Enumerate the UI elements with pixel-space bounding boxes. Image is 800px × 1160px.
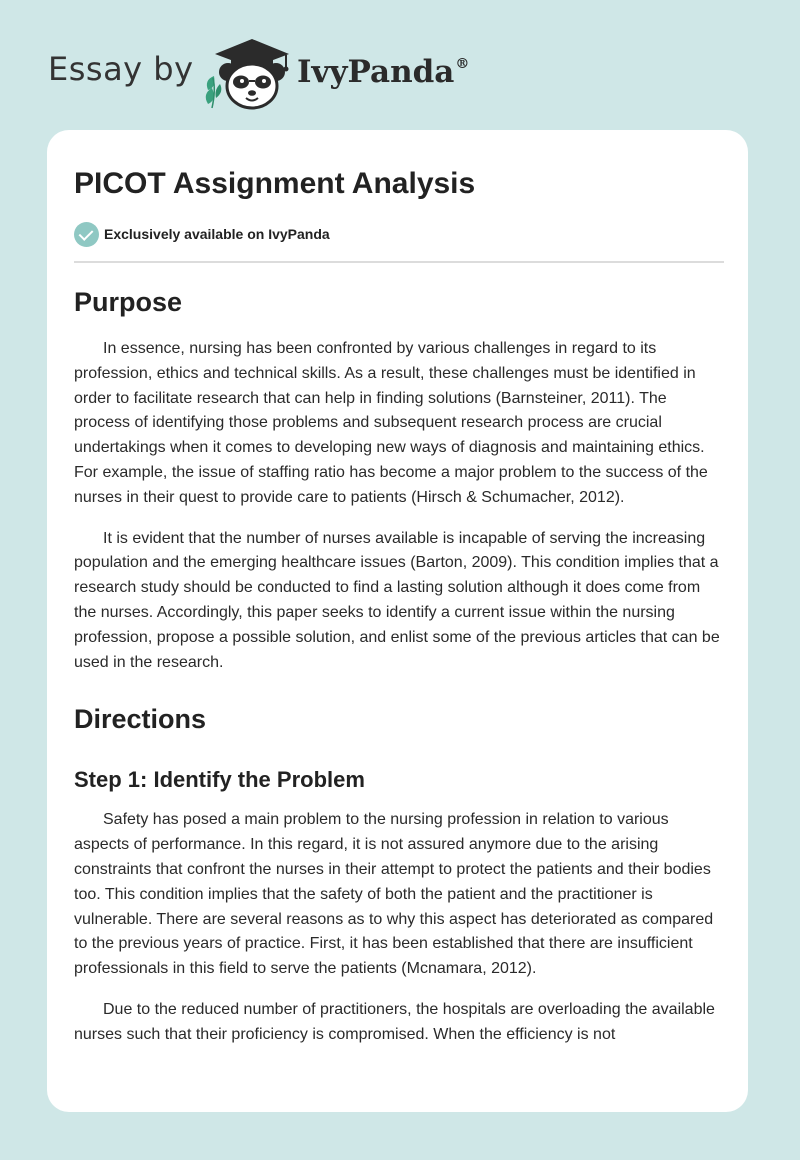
exclusive-badge xyxy=(74,222,330,246)
paragraph: Safety has posed a main problem to the nursing profession in relation to various aspects of performance. In this regard, it is not assured anymore due to the arising constraints that confront the nurses in their attempt to protect the patients and their bodies too. This condition implies that the safety of both the patient and the practitioner is vulnerable. There are several reasons as to why this aspect has deteriorated as compared to the previous years of practice. First, it has been established that there are insufficient professionals in this field to serve the patients (Mcnamara, 2012). xyxy=(74,811,714,978)
page-title: PICOT Assignment Analysis xyxy=(74,167,476,200)
spacer xyxy=(74,691,726,699)
subheading-step-1: Step 1: Identify the Problem xyxy=(74,767,365,793)
registered-mark: ® xyxy=(455,56,470,72)
paragraph: Due to the reduced number of practitioners, the hospitals are overloading the available nurses such that their proficiency is compromised. When the efficiency is not xyxy=(74,1000,715,1043)
exclusive-label: Exclusively available on IvyPanda xyxy=(104,226,330,242)
article-card xyxy=(47,130,748,1112)
spacer xyxy=(74,754,726,764)
check-icon xyxy=(74,222,99,247)
article-content xyxy=(74,282,726,1064)
essay-by-label: Essay by xyxy=(48,50,194,88)
section-heading-directions: Directions xyxy=(74,704,207,735)
divider xyxy=(74,261,724,263)
paragraph: It is evident that the number of nurses available is incapable of serving the increasing population and the emerging healthcare issues (Barton, 2009). This condition implies that a research study should be conducted to find a lasting solution although it does come from the nurses. Accordingly, this paper seeks to identify a current issue within the nursing profession, propose a possible solution, and enlist some of the previous articles that can be used in the research. xyxy=(74,529,720,671)
section-heading-purpose: Purpose xyxy=(74,287,183,317)
brand-text: IvyPanda xyxy=(297,54,455,90)
site-header xyxy=(0,0,800,130)
panda-logo-icon xyxy=(200,32,294,112)
paragraph: In essence, nursing has been confronted by various challenges in regard to its profession, ethics and technical skills. As a result, these challenges must be identified in order to facilitate research that can help in finding solutions (Barnsteiner, 2011). The process of identifying those problems and subsequent research process are crucial undertakings when it comes to developing new ways of diagnosis and maintaining ethics. For example, the issue of staffing ratio has become a major problem to the success of the nurses in their quest to provide care to patients (Hirsch & Schumacher, 2012). xyxy=(74,340,708,506)
brand-name xyxy=(297,54,469,90)
